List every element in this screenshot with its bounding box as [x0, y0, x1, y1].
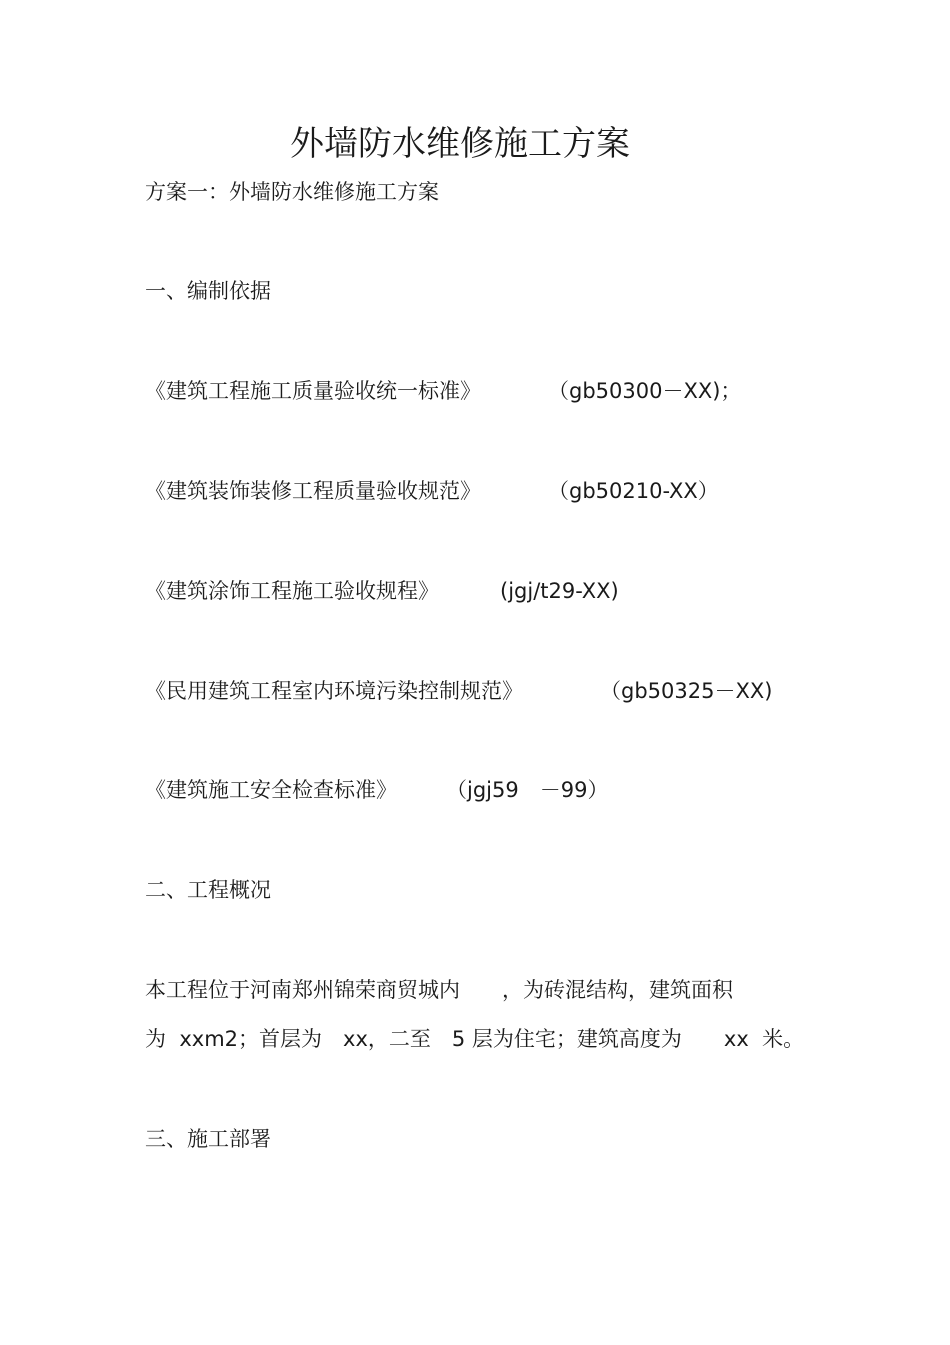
- reference-code: （gb50210-XX）: [548, 479, 719, 503]
- document-title: 外墙防水维修施工方案: [290, 124, 630, 164]
- reference-name: 《建筑涂饰工程施工验收规程》: [145, 579, 439, 603]
- section-heading-overview: 二、工程概况: [145, 878, 271, 902]
- document-subtitle: 方案一：外墙防水维修施工方案: [145, 180, 439, 204]
- reference-code: （jgj59 －99）: [446, 778, 609, 802]
- section-heading-deployment: 三、施工部署: [145, 1127, 271, 1151]
- reference-code: （gb50300－XX)；: [548, 379, 742, 403]
- reference-name: 《民用建筑工程室内环境污染控制规范》: [145, 679, 523, 703]
- section-heading-basis: 一、编制依据: [145, 279, 271, 303]
- overview-text-line: 为 xxm2；首层为 xx，二至 5 层为住宅；建筑高度为 xx 米。: [145, 1027, 805, 1051]
- reference-code: (jgj/t29-XX): [500, 579, 619, 603]
- overview-text-line: 本工程位于河南郑州锦荣商贸城内 ，为砖混结构，建筑面积: [145, 978, 733, 1002]
- reference-name: 《建筑施工安全检查标准》: [145, 778, 397, 802]
- reference-name: 《建筑装饰装修工程质量验收规范》: [145, 479, 481, 503]
- reference-name: 《建筑工程施工质量验收统一标准》: [145, 379, 481, 403]
- reference-code: （gb50325－XX): [600, 679, 773, 703]
